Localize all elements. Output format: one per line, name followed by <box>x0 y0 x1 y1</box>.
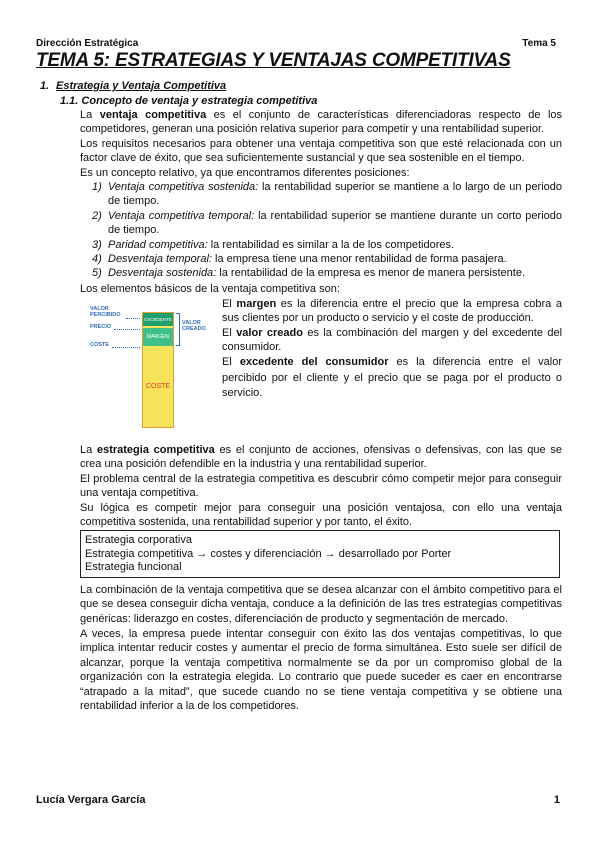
paragraph-requisitos: Los requisitos necesarios para obtener una ventaja competitiva son que esté relacionada con un factor clave de éxito, que sea suficientemente sustancial y que sea sostenible en el tiempo. <box>80 138 562 165</box>
diagram-leader-precio <box>114 329 140 330</box>
list-number: 5) <box>92 267 102 279</box>
diagram-label-valor-percibido: VALOR PERCIBIDO <box>90 306 121 318</box>
list-term: Ventaja competitiva temporal: <box>108 210 255 222</box>
list-item-position <box>92 252 562 266</box>
diagram-label-coste: COSTE <box>90 342 109 348</box>
diagram-label-valor-creado: VALOR CREADO <box>182 320 206 332</box>
diagram-margen-block: MARGEN <box>143 328 173 346</box>
paragraph-concepto-relativo: Es un concepto relativo, ya que encontramos diferentes posiciones: <box>80 167 410 179</box>
excedente-term: excedente del consumidor <box>239 356 389 368</box>
paragraph-valor-creado <box>222 326 562 355</box>
box-line: Estrategia corporativa <box>85 534 192 546</box>
diagram-coste-label: COSTE <box>145 383 171 390</box>
paragraph-a-veces: A veces, la empresa puede intentar conseguir con éxito las dos ventajas competitivas, lo que implica intentar reducir costes y aumentar el precio de forma simultánea. Esto suele ser difícil de alcanzar, porque la ventaja competitiva normalmente se da por un compromiso global de la organización con la estrategia elegida. Lo contrario que puede suceder es caer en encontrarse “atrapado a la mitad”, que sucede cuando no se tiene ventaja competitiva y se obtiene una rentabilidad inferior a la de los competidores. <box>80 628 562 713</box>
paragraph-combinacion: La combinación de la ventaja competitiva que se desea alcanzar con el ámbito competitivo para el que se desea conseguir dicha ventaja, conduce a la definición de las tres estrategias competitivas genéricas: liderazgo en costes, diferenciación de producto y segmentación de mercado. <box>80 584 562 625</box>
subsection-heading: 1.1. Concepto de ventaja y estrategia competitiva <box>60 95 318 107</box>
list-term: Desventaja temporal: <box>108 253 212 265</box>
list-term: Desventaja sostenida: <box>108 267 217 279</box>
strategy-levels-box <box>80 530 560 578</box>
paragraph-margen <box>222 297 562 326</box>
diagram-label-precio: PRECIO <box>90 324 112 330</box>
section-heading <box>40 79 226 93</box>
paragraph-ventaja-competitiva <box>80 108 562 137</box>
section-number: 1. <box>40 80 50 92</box>
diagram-leader-valor <box>126 318 140 319</box>
margen-pre: El <box>222 298 237 310</box>
valor-post: es la combinación del margen y del excedente del consumidor. <box>222 327 563 354</box>
diagram-leader-coste <box>112 347 140 348</box>
paragraph-excedente <box>222 355 562 402</box>
list-desc: la empresa tiene una menor rentabilidad de forma pasajera. <box>211 253 507 265</box>
list-item-position <box>92 180 562 209</box>
diagram-bracket <box>176 313 180 346</box>
excedente-post: es la diferencia entre el valor percibido por el cliente y el precio que se paga por el producto o servicio. <box>222 356 563 399</box>
p5-pre: La <box>80 444 97 456</box>
header-subject: Dirección Estratégica <box>36 38 139 49</box>
section-label: Estrategia y Ventaja Competitiva <box>56 80 227 92</box>
footer-author: Lucía Vergara García <box>36 794 146 806</box>
list-desc: la rentabilidad superior se mantiene durante un corto periodo de tiempo. <box>108 210 562 237</box>
paragraph-estrategia-competitiva <box>80 443 562 472</box>
list-number: 1) <box>92 181 102 193</box>
value-diagram <box>82 298 212 428</box>
p1-pre: La <box>80 109 100 121</box>
margen-term: margen <box>236 298 277 310</box>
list-number: 3) <box>92 239 102 251</box>
p1-term: ventaja competitiva <box>99 109 207 121</box>
list-item-position <box>92 209 562 238</box>
paragraph-elementos-basicos: Los elementos básicos de la ventaja competitiva son: <box>80 283 340 295</box>
list-desc: la rentabilidad de la empresa es menor de manera persistente. <box>216 267 526 279</box>
header-topic: Tema 5 <box>522 38 556 49</box>
page-title: TEMA 5: ESTRATEGIAS Y VENTAJAS COMPETITIVAS <box>36 50 511 71</box>
paragraph-logica: Su lógica es competir mejor para conseguir una posición ventajosa, con ello una ventaja competitiva sostenida, una rentabilidad superior y por tanto, el éxito. <box>80 502 562 529</box>
list-desc: la rentabilidad superior se mantiene a lo largo de un periodo de tiempo. <box>108 181 563 208</box>
excedente-pre: El <box>222 356 240 368</box>
list-desc: la rentabilidad es similar a la de los competidores. <box>207 239 455 251</box>
box-line: Estrategia funcional <box>85 561 182 573</box>
diagram-excedente-block: EXCEDENTE <box>143 313 173 326</box>
p1-post: es el conjunto de características diferenciadoras respecto de los competidores, generan una posición relativa superior para competir y una rentabilidad superior. <box>80 109 563 136</box>
margen-post: es la diferencia entre el precio que la empresa cobra a sus clientes por un producto o servicio y el coste de producción. <box>222 298 562 325</box>
list-number: 2) <box>92 210 102 222</box>
list-item-position <box>92 266 562 280</box>
list-term: Paridad competitiva: <box>108 239 208 251</box>
p5-post: es el conjunto de acciones, ofensivas o defensivas, con las que se crea una posición defendible en la industria y una rentabilidad superior. <box>80 444 562 471</box>
list-number: 4) <box>92 253 102 265</box>
box-line: Estrategia competitiva → costes y diferenciación → desarrollado por Porter <box>85 547 452 560</box>
valor-term: valor creado <box>236 327 303 339</box>
list-term: Ventaja competitiva sostenida: <box>108 181 259 193</box>
p5-term: estrategia competitiva <box>96 444 215 456</box>
list-item-position <box>92 238 562 252</box>
page-number: 1 <box>553 794 560 806</box>
paragraph-problema-central: El problema central de la estrategia competitiva es descubrir cómo competir mejor para conseguir una ventaja competitiva. <box>80 473 562 500</box>
valor-pre: El <box>222 327 237 339</box>
